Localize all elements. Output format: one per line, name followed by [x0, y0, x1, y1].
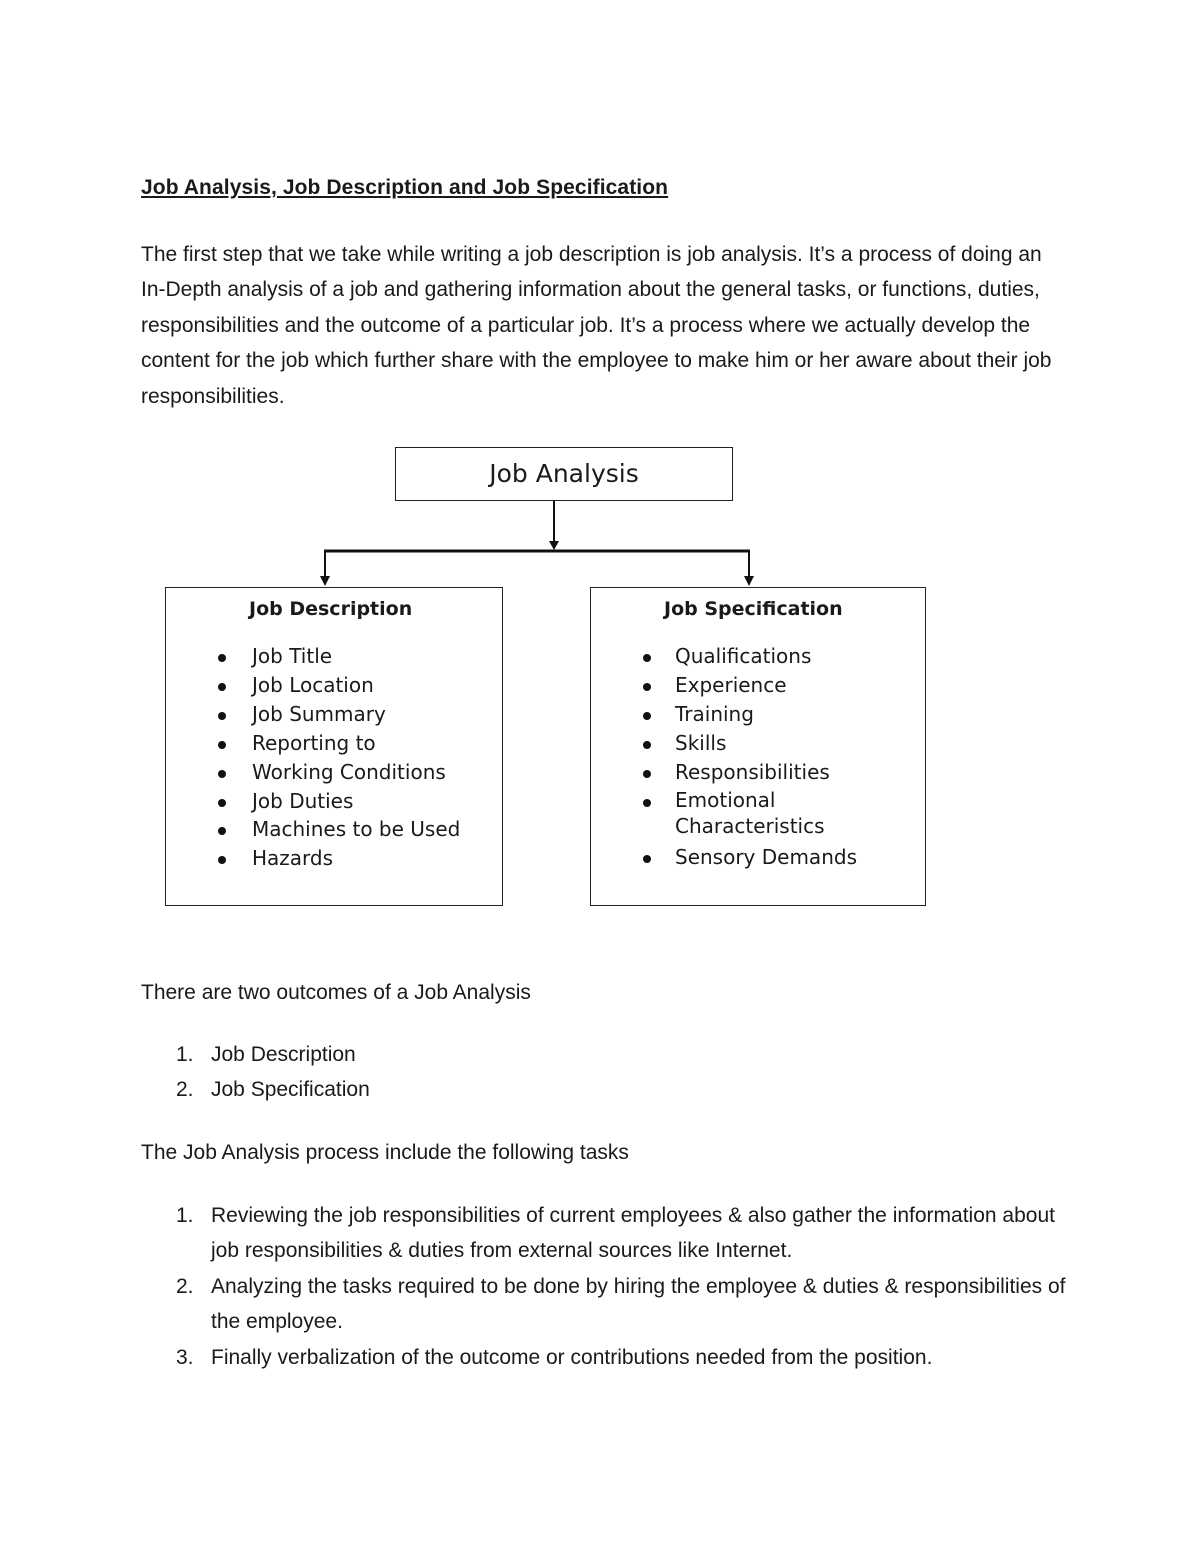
list-item: Machines to be Used: [166, 815, 502, 844]
list-item: Reporting to: [166, 729, 502, 758]
list-item: Training: [591, 700, 865, 729]
bullet-icon: [218, 712, 226, 720]
bullet-icon: [643, 683, 651, 691]
bullet-icon: [218, 683, 226, 691]
bullet-icon: [218, 827, 226, 835]
list-item: Experience: [591, 671, 865, 700]
bullet-icon: [643, 712, 651, 720]
bullet-icon: [643, 770, 651, 778]
job-specification-box-title: Job Specification: [664, 598, 843, 620]
job-analysis-box: [395, 447, 733, 501]
bullet-icon: [218, 770, 226, 778]
list-item: Qualifications: [591, 642, 865, 671]
job-specification-list: [591, 642, 925, 871]
list-item: Hazards: [166, 844, 502, 873]
job-description-box: [165, 587, 503, 906]
list-item: 1. Reviewing the job responsibilities of current employees & also gather the information about job responsibilities & duties from external sources like Internet.: [176, 1204, 1055, 1263]
list-item: 3. Finally verbalization of the outcome or contributions needed from the position.: [176, 1345, 933, 1369]
bullet-icon: [643, 855, 651, 863]
list-item: Job Duties: [166, 787, 502, 816]
bullet-icon: [218, 799, 226, 807]
list-item: Skills: [591, 729, 865, 758]
list-item: 1. Job Description: [176, 1043, 356, 1066]
job-description-box-title: Job Description: [249, 598, 413, 620]
list-item: Job Location: [166, 671, 502, 700]
list-item: 2. Analyzing the tasks required to be done by hiring the employee & duties & responsibilities of the employee.: [176, 1274, 1066, 1334]
job-analysis-box-title: Job Analysis: [489, 459, 639, 488]
job-specification-box: [590, 587, 926, 906]
job-description-list: [166, 642, 502, 873]
tasks-list: [141, 1198, 1071, 1375]
outcomes-heading: There are two outcomes of a Job Analysis: [141, 981, 531, 1004]
outcomes-list: [141, 1037, 370, 1108]
root-arrowhead: [549, 541, 559, 550]
bullet-icon: [218, 856, 226, 864]
list-item: Job Title: [166, 642, 502, 671]
job-analysis-diagram: [160, 440, 940, 915]
list-item: Working Conditions: [166, 758, 502, 787]
list-item: Sensory Demands: [591, 843, 865, 872]
list-item: Job Summary: [166, 700, 502, 729]
bullet-icon: [643, 654, 651, 662]
list-item: Emotional Characteristics: [591, 787, 865, 839]
right-arrowhead: [744, 576, 754, 586]
left-arrowhead: [320, 576, 330, 586]
intro-paragraph: The first step that we take while writing a job description is job analysis. It’s a process of doing an In-Depth analysis of a job and gathering information about the general tasks, or functions, duties, responsibilities and the outcome of a particular job. It’s a process where we actually develop the content for the job which further share with the employee to make him or her aware about their job responsibilities.: [141, 243, 1052, 408]
bullet-icon: [643, 741, 651, 749]
page-title: Job Analysis, Job Description and Job Specification: [141, 176, 669, 199]
bullet-icon: [218, 741, 226, 749]
bullet-icon: [218, 654, 226, 662]
list-item: Responsibilities: [591, 758, 865, 787]
list-item: 2. Job Specification: [176, 1078, 370, 1102]
bullet-icon: [643, 799, 651, 807]
tasks-heading: The Job Analysis process include the following tasks: [141, 1141, 629, 1164]
